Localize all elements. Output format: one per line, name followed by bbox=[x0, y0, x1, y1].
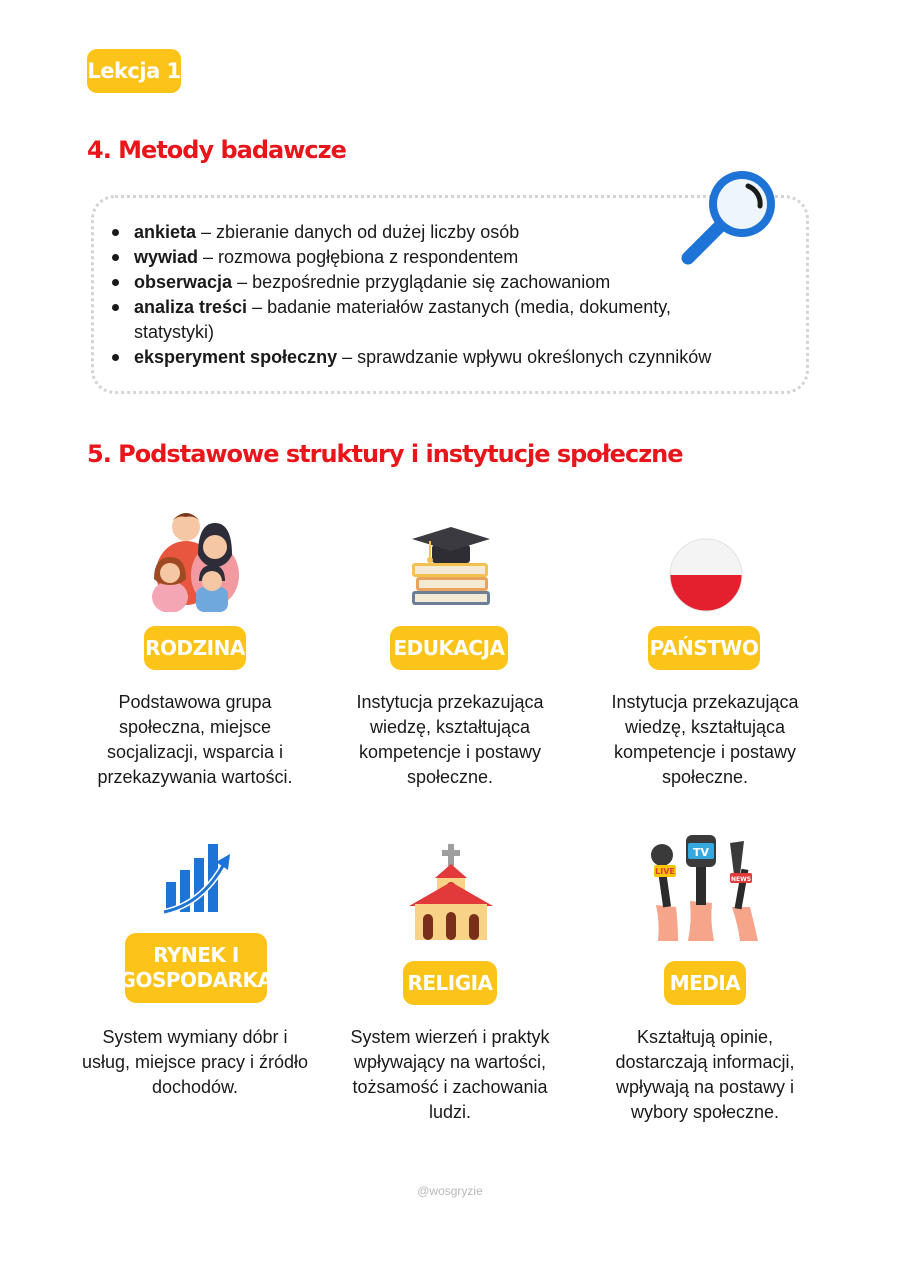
institution-label: EDUKACJA bbox=[390, 626, 508, 670]
institution-description: Instytucja przekazująca wiedzę, kształtująca kompetencje i postawy społeczne. bbox=[356, 692, 544, 787]
institution-card-media bbox=[590, 835, 820, 1135]
method-term: analiza treści bbox=[134, 297, 248, 317]
news-tag-text: NEWS bbox=[730, 876, 752, 883]
family-icon bbox=[146, 505, 244, 612]
institution-description: Podstawowa grupa społeczna, miejsce socjalizacji, wsparcia i przekazywania wartości. bbox=[97, 692, 293, 787]
method-description: – badanie materiałów zastanych (media, dokumenty, statystyki) bbox=[134, 297, 671, 342]
lesson-badge: Lekcja 1 bbox=[87, 49, 181, 93]
list-item bbox=[134, 220, 744, 245]
institution-description: System wierzeń i praktyk wpływający na wartości, tożsamość i zachowania ludzi. bbox=[350, 1027, 550, 1122]
list-item bbox=[134, 345, 744, 370]
section-title-social-structures: 5. Podstawowe struktury i instytucje społeczne bbox=[87, 440, 683, 468]
institution-card-education bbox=[335, 500, 565, 800]
section-title-research-methods: 4. Metody badawcze bbox=[87, 136, 346, 164]
method-term: ankieta bbox=[134, 222, 197, 242]
method-description: – bezpośrednie przyglądanie się zachowaniom bbox=[232, 272, 611, 292]
live-tag-text: LIVE bbox=[655, 867, 675, 876]
list-item bbox=[134, 245, 744, 270]
institution-description: Instytucja przekazująca wiedzę, kształtująca kompetencje i postawy społeczne. bbox=[611, 692, 799, 787]
tv-tag-text: TV bbox=[692, 846, 710, 859]
method-description: – rozmowa pogłębiona z respondentem bbox=[198, 247, 519, 267]
institution-description: Kształtują opinie, dostarczają informacji, wpływają na postawy i wybory społeczne. bbox=[615, 1027, 795, 1122]
list-item bbox=[134, 270, 744, 295]
institution-card-state bbox=[590, 500, 820, 800]
books-graduation-cap-icon bbox=[410, 525, 492, 611]
institution-card-religion bbox=[335, 835, 565, 1135]
method-term: obserwacja bbox=[134, 272, 233, 292]
institution-label: MEDIA bbox=[664, 961, 746, 1005]
method-description: – zbieranie danych od dużej liczby osób bbox=[196, 222, 520, 242]
institution-label: RYNEK I GOSPODARKA bbox=[125, 933, 267, 1003]
research-methods-list bbox=[134, 220, 744, 370]
footer-handle: @wosgryzie bbox=[417, 1184, 483, 1198]
growth-chart-icon bbox=[162, 840, 232, 914]
institution-label: RODZINA bbox=[144, 626, 246, 670]
method-description: – sprawdzanie wpływu określonych czynników bbox=[337, 347, 712, 367]
method-term: eksperyment społeczny bbox=[134, 347, 338, 367]
method-term: wywiad bbox=[134, 247, 199, 267]
institution-card-family bbox=[80, 500, 310, 800]
institution-label: RELIGIA bbox=[403, 961, 497, 1005]
church-icon bbox=[409, 842, 493, 942]
microphones-icon bbox=[648, 835, 766, 941]
polish-flag-icon bbox=[669, 538, 743, 612]
institution-description: System wymiany dóbr i usług, miejsce pracy i źródło dochodów. bbox=[81, 1027, 309, 1097]
institution-card-economy bbox=[80, 835, 310, 1105]
list-item bbox=[134, 295, 744, 345]
magnifier-icon bbox=[678, 168, 780, 268]
institution-label: PAŃSTWO bbox=[648, 626, 760, 670]
